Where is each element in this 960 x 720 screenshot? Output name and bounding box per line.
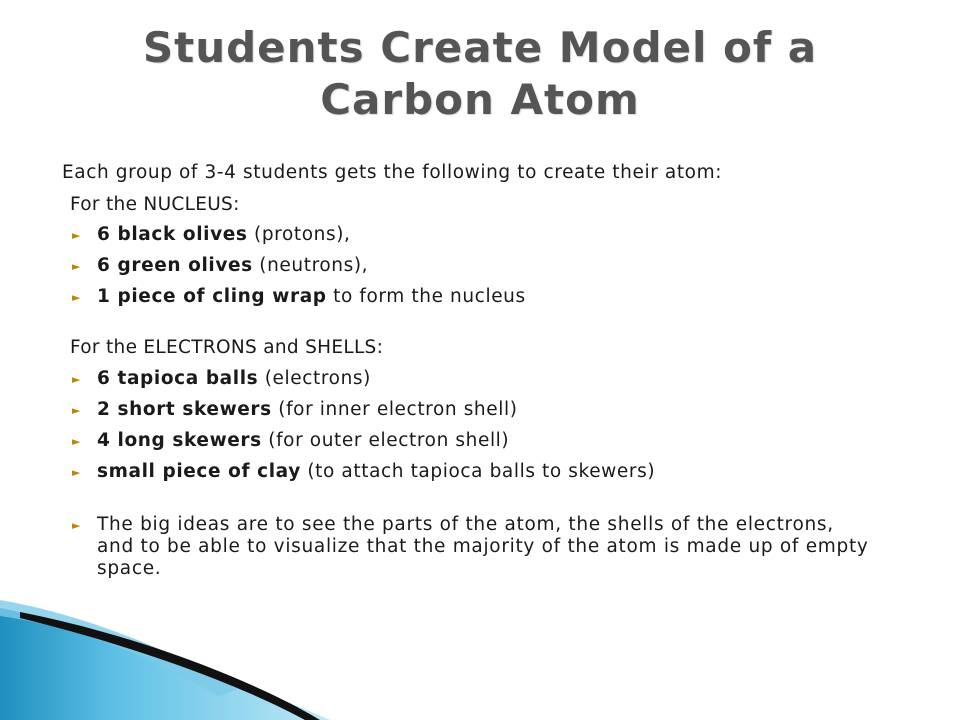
- item-detail: to form the nucleus: [326, 286, 526, 307]
- item-detail: (neutrons),: [252, 255, 369, 276]
- arrow-bullet-icon: ►: [72, 373, 82, 386]
- nucleus-list: [70, 224, 877, 317]
- list-item: [70, 368, 877, 390]
- title-line-2: Carbon Atom: [320, 75, 640, 124]
- item-detail: (protons),: [247, 224, 351, 245]
- item-bold: small piece of clay: [97, 461, 301, 482]
- item-detail: (electrons): [258, 368, 371, 389]
- shells-heading: For the ELECTRONS and SHELLS:: [70, 337, 384, 358]
- intro-text: Each group of 3-4 students gets the following to create their atom:: [62, 162, 723, 183]
- item-bold: 1 piece of cling wrap: [97, 286, 327, 307]
- arrow-bullet-icon: ►: [72, 519, 82, 532]
- big-idea-text: The big ideas are to see the parts of the atom, the shells of the electrons, and to be able to visualize that the majority of the atom is made up of empty space.: [97, 514, 869, 579]
- item-detail: (to attach tapioca balls to skewers): [300, 461, 656, 482]
- nucleus-heading: For the NUCLEUS:: [70, 194, 240, 215]
- big-idea-list: [70, 514, 877, 589]
- arrow-bullet-icon: ►: [72, 404, 82, 417]
- title-line-1: Students Create Model of a: [142, 23, 818, 72]
- list-item: [70, 224, 877, 246]
- list-item: [70, 255, 877, 277]
- arrow-bullet-icon: ►: [72, 291, 82, 304]
- list-item: [70, 399, 877, 421]
- slide-title: [80, 22, 880, 126]
- item-bold: 2 short skewers: [97, 399, 272, 420]
- item-bold: 6 tapioca balls: [97, 368, 259, 389]
- arrow-bullet-icon: ►: [72, 435, 82, 448]
- list-item: [70, 514, 877, 580]
- list-item: [70, 430, 877, 452]
- list-item: [70, 286, 877, 308]
- arrow-bullet-icon: ►: [72, 229, 82, 242]
- item-bold: 6 black olives: [97, 224, 248, 245]
- list-item: [70, 461, 877, 483]
- item-bold: 4 long skewers: [97, 430, 262, 451]
- shells-list: [70, 368, 877, 492]
- item-bold: 6 green olives: [97, 255, 253, 276]
- arrow-bullet-icon: ►: [72, 260, 82, 273]
- item-detail: (for inner electron shell): [271, 399, 518, 420]
- arrow-bullet-icon: ►: [72, 466, 82, 479]
- item-detail: (for outer electron shell): [261, 430, 510, 451]
